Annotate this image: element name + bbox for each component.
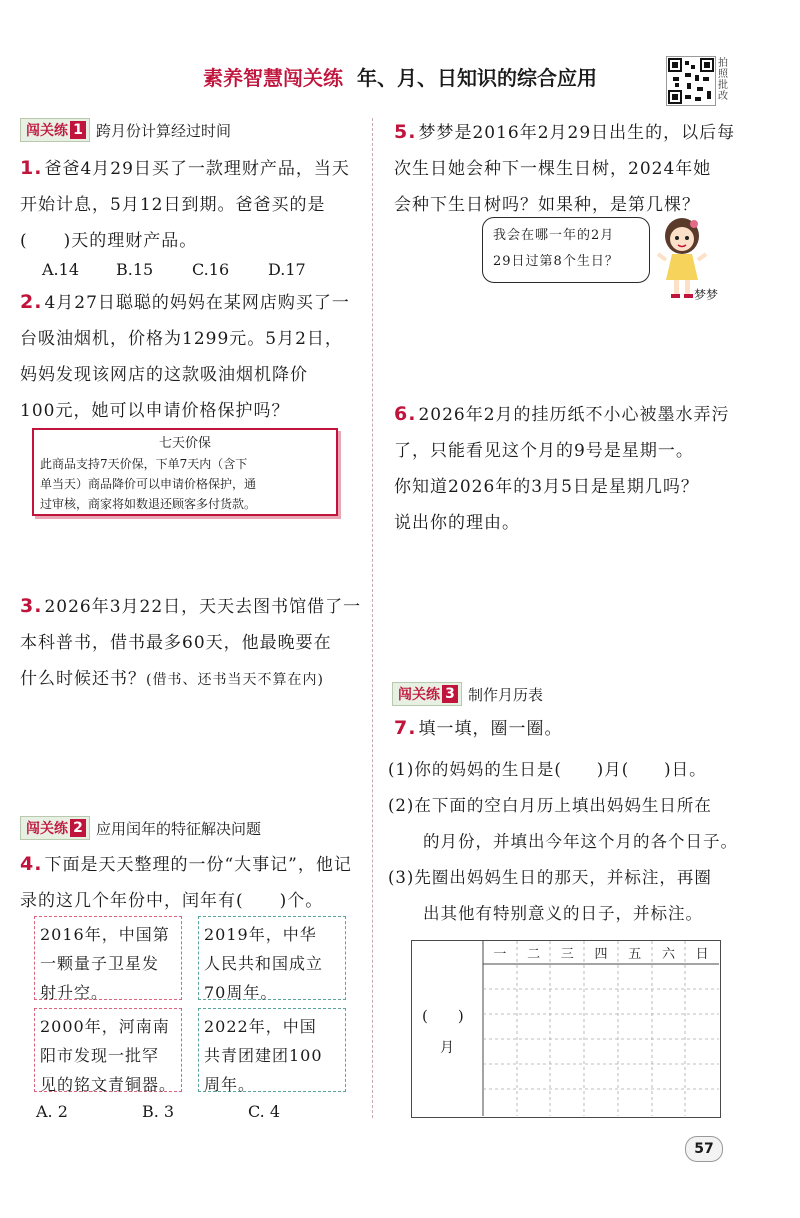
- question-1-options: [42, 260, 362, 279]
- calendar-month-blank[interactable]: ( ): [422, 1007, 464, 1025]
- option-c[interactable]: C. 4: [248, 1102, 281, 1121]
- question-7-items: [388, 752, 740, 932]
- event-card-2000: 2000年，河南南 阳市发现一批罕 见的铭文青铜器。: [34, 1008, 182, 1092]
- price-protection-notice: [32, 428, 338, 516]
- question-3-note: (借书、还书当天不算在内): [146, 672, 324, 688]
- page-number: 57: [685, 1136, 723, 1162]
- qr-label: 拍照批改: [718, 58, 728, 102]
- column-divider: [372, 118, 373, 1118]
- weekday-mon: 一: [493, 947, 507, 962]
- option-c[interactable]: C.16: [192, 260, 230, 279]
- question-3: 3. 2026年3月22日，天天去图书馆借了一 本科普书，借书最多60天，他最晚要在 什么时候还书？(借书、还书当天不算在内): [20, 595, 362, 689]
- qr-code-icon: [667, 57, 715, 105]
- calendar-month-label: 月: [440, 1040, 454, 1056]
- item-1: (1)你的妈妈的生日是( )月( )日。: [388, 760, 707, 779]
- weekday-fri: 五: [628, 947, 642, 962]
- weekday-sat: 六: [661, 947, 675, 962]
- weekday-sun: 日: [695, 947, 709, 962]
- section-2-tag: [20, 816, 261, 840]
- section-1-badge: 闯关练 1: [20, 118, 90, 142]
- weekday-tue: 二: [527, 947, 541, 962]
- section-3-badge: 闯关练 3: [392, 682, 462, 706]
- section-1-tag: [20, 118, 231, 142]
- option-a[interactable]: A.14: [42, 260, 79, 279]
- option-a[interactable]: A. 2: [36, 1102, 68, 1121]
- item-2-cont: 的月份，并填出今年这个月的各个日子。: [388, 832, 738, 851]
- question-1: 1. 爸爸4月29日买了一款理财产品，当天 开始计息，5月12日到期。爸爸买的是 ( )天的理财产品。: [20, 157, 350, 251]
- qr-code[interactable]: [666, 56, 716, 106]
- section-1-title: 跨月份计算经过时间: [96, 121, 232, 140]
- question-5: 5. 梦梦是2016年2月29日出生的，以后每 次生日她会种下一棵生日树，2024年她 会种下生日树吗？如果种，是第几棵？: [394, 121, 736, 215]
- weekday-thu: 四: [594, 947, 608, 962]
- question-4: 4. 下面是天天整理的一份“大事记”，他记 录的这几个年份中，闰年有( )个。: [20, 853, 352, 911]
- option-b[interactable]: B. 3: [142, 1102, 175, 1121]
- notice-line: 单当天）商品降价可以申请价格保护，通: [40, 477, 257, 491]
- section-3-title: 制作月历表: [468, 685, 544, 704]
- option-b[interactable]: B.15: [116, 260, 154, 279]
- section-3-tag: [392, 682, 543, 706]
- speech-bubble: 我会在哪一年的2月 29日过第8个生日？: [482, 217, 650, 283]
- question-7: 7. 填一填，圈一圈。: [394, 717, 563, 739]
- blank-calendar: [411, 940, 721, 1118]
- weekday-header: [483, 943, 719, 962]
- item-3-cont: 出其他有特别意义的日子，并标注。: [388, 904, 703, 923]
- item-3: (3)先圈出妈妈生日的那天，并标注，再圈: [388, 868, 712, 887]
- question-2: 2. 4月27日聪聪的妈妈在某网店购买了一 台吸油烟机，价格为1299元。5月2日， 妈妈发现该网店的这款吸油烟机降价 100元，她可以申请价格保护吗？: [20, 291, 350, 421]
- section-2-badge: 闯关练 2: [20, 816, 90, 840]
- question-4-options: [36, 1102, 356, 1121]
- notice-line: 此商品支持7天价保，下单7天内（含下: [40, 457, 248, 471]
- character-name: 梦梦: [694, 288, 719, 302]
- section-2-title: 应用闰年的特征解决问题: [96, 819, 262, 838]
- series-title: 素养智慧闯关练: [203, 66, 343, 90]
- event-card-2016: 2016年，中国第 一颗量子卫星发 射升空。: [34, 916, 182, 1000]
- notice-title: 七天价保: [158, 436, 211, 451]
- question-6: 6. 2026年2月的挂历纸不小心被墨水弄污 了，只能看见这个月的9号是星期一。 你知道2026年的3月5日是星期几吗？ 说出你的理由。: [394, 403, 730, 533]
- event-card-2019: 2019年，中华 人民共和国成立 70周年。: [198, 916, 346, 1000]
- item-2: (2)在下面的空白月历上填出妈妈生日所在: [388, 796, 712, 815]
- event-card-2022: 2022年，中国 共青团建团100 周年。: [198, 1008, 346, 1092]
- option-d[interactable]: D.17: [268, 260, 306, 279]
- weekday-wed: 三: [560, 947, 574, 962]
- topic-title: 年、月、日知识的综合应用: [357, 66, 597, 90]
- calendar-grid: [412, 941, 719, 1116]
- notice-line: 过审核，商家将如数退还顾客多付货款。: [40, 497, 257, 511]
